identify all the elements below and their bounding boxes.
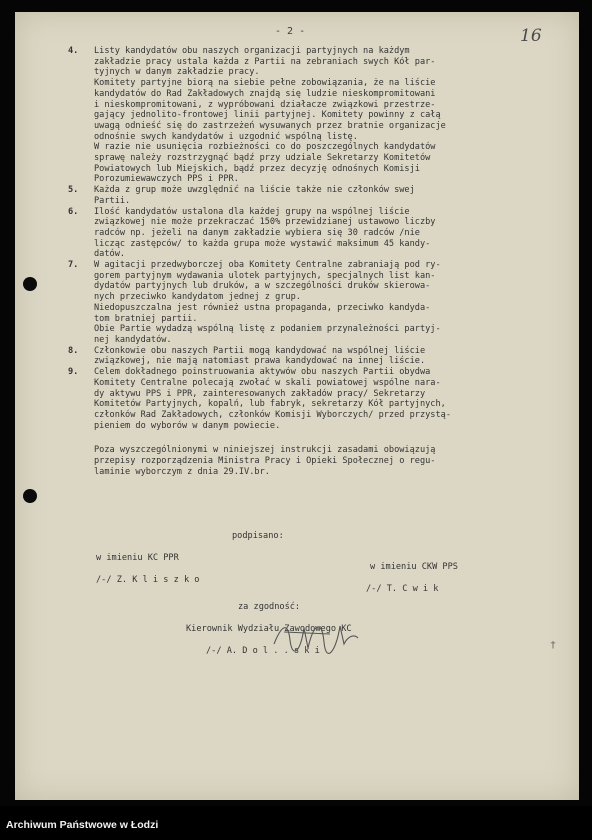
left-signatory-org: w imieniu KC PPR: [96, 553, 179, 563]
margin-mark: †: [550, 640, 557, 651]
punch-hole: [23, 489, 37, 503]
closing-paragraph: Poza wyszczególnionymi w niniejszej instrukcji zasadami obowiązują przepisy rozporządzenia Ministra Pracy i Opieki Społecznej o regu- laminie wyborczym z dnia 29.IV.br.: [94, 445, 436, 477]
punch-hole: [23, 277, 37, 291]
item-number: 6.: [68, 206, 79, 217]
handwritten-signature: [270, 614, 360, 658]
instruction-item: [68, 46, 568, 185]
item-number: 4.: [68, 46, 79, 56]
item-text: Celem dokładnego poinstruowania aktywów obu naszych Partii obydwa Komitety Centralne polecają zwołać w skali powiatowej wspólne nara- dy aktywu PPS i PPR, zainteresowanych zakładów pracy/ Sekretarzy Komitetów Partyjnych, kopalń, lub fabryk, sekretarzy Kół partyjnych, członków Rad Zakładowych, członków Komisji Wyborczych/ przed przystą- pieniem do wyborów w danym powiecie.: [94, 367, 451, 431]
item-number: 7.: [68, 260, 79, 271]
item-text: W agitacji przedwyborczej oba Komitety Centralne zabraniają pod ry- gorem partyjnym wydawania ulotek partyjnych, specjalnych list kan- dydatów partyjnych lub druków, a w szczególności druków skierowa- nych przeciwko kandydatom jednej z grup. Niedopuszczalna jest również ustna propaganda, przeciwko kandyda- tom bratniej partii. Obie Partie wydadzą wspólną listę z podaniem przynależności partyj- nej kandydatów.: [94, 260, 441, 345]
department-head-name: /-/ A. D o l . . s k i: [206, 646, 320, 656]
page-number: - 2 -: [275, 26, 306, 37]
item-text: Członkowie obu naszych Partii mogą kandydować na wspólnej liście związkowej, nie mają natomiast prawa kandydować na innej liście.: [94, 345, 426, 367]
conformity-label: za zgodność:: [238, 602, 301, 612]
left-signatory-name: /-/ Z. K l i s z k o: [96, 575, 200, 585]
item-number: 5.: [68, 185, 79, 196]
instruction-item: [68, 367, 568, 431]
item-number: 8.: [68, 345, 79, 356]
item-text: Każda z grup może uwzględnić na liście także nie członków swej Partii.: [94, 185, 415, 206]
archive-label: Archiwum Państwowe w Łodzi: [6, 819, 159, 831]
right-signatory-org: w imieniu CKW PPS: [370, 562, 458, 572]
instruction-item: [68, 207, 568, 261]
instruction-item: [68, 185, 568, 206]
item-text: Listy kandydatów obu naszych organizacji partyjnych na każdym zakładzie pracy ustala każda z Partii na zebraniach swych Kół par- tyjnych w danym zakładzie pracy. Komitety partyjne biorą na siebie pełne zobowiązania, że na liście kandydatów do Rad Zakładowych znajdą się ludzie nieskompromitowani i nieskompromitowani, z wypróbowani działacze związkowi przestrze- gający jednolito-frontowej linii partyjnej. Komitety powinny z całą uwagą odnieść się do zastrzeżeń wysuwanych przez bratnie organizacje odnośnie swych kandydatów i uzgodnić wspólną listę. W razie nie usunięcia rozbieżności co do poszczególnych kandydatów sprawę należy rozstrzygnąć bądź przy udziale Sekretarzy Komitetów Powiatowych lub Miejskich, bądź przez decyzję odnośnych Komisji Porozumiewawczych PPS i PPR.: [94, 46, 446, 185]
item-number: 9.: [68, 367, 79, 378]
signed-label: podpisano:: [232, 531, 284, 541]
folio-number: 16: [520, 26, 542, 46]
instruction-item: [68, 260, 568, 346]
instruction-item: [68, 346, 568, 367]
department-head-title: Kierownik Wydziału Zawodowego KC: [186, 624, 352, 634]
instruction-text: [68, 46, 568, 477]
right-signatory-name: /-/ T. C w i k: [366, 584, 439, 594]
item-text: Ilość kandydatów ustalona dla każdej grupy na wspólnej liście związkowej nie może przekraczać 150% przewidzianej ustawowo liczby radców np. jeżeli na danym zakładzie wybiera się 30 radców /nie licząc zastępców/ to każda grupa może wystawić maksimum 45 kandy- datów.: [94, 206, 436, 260]
